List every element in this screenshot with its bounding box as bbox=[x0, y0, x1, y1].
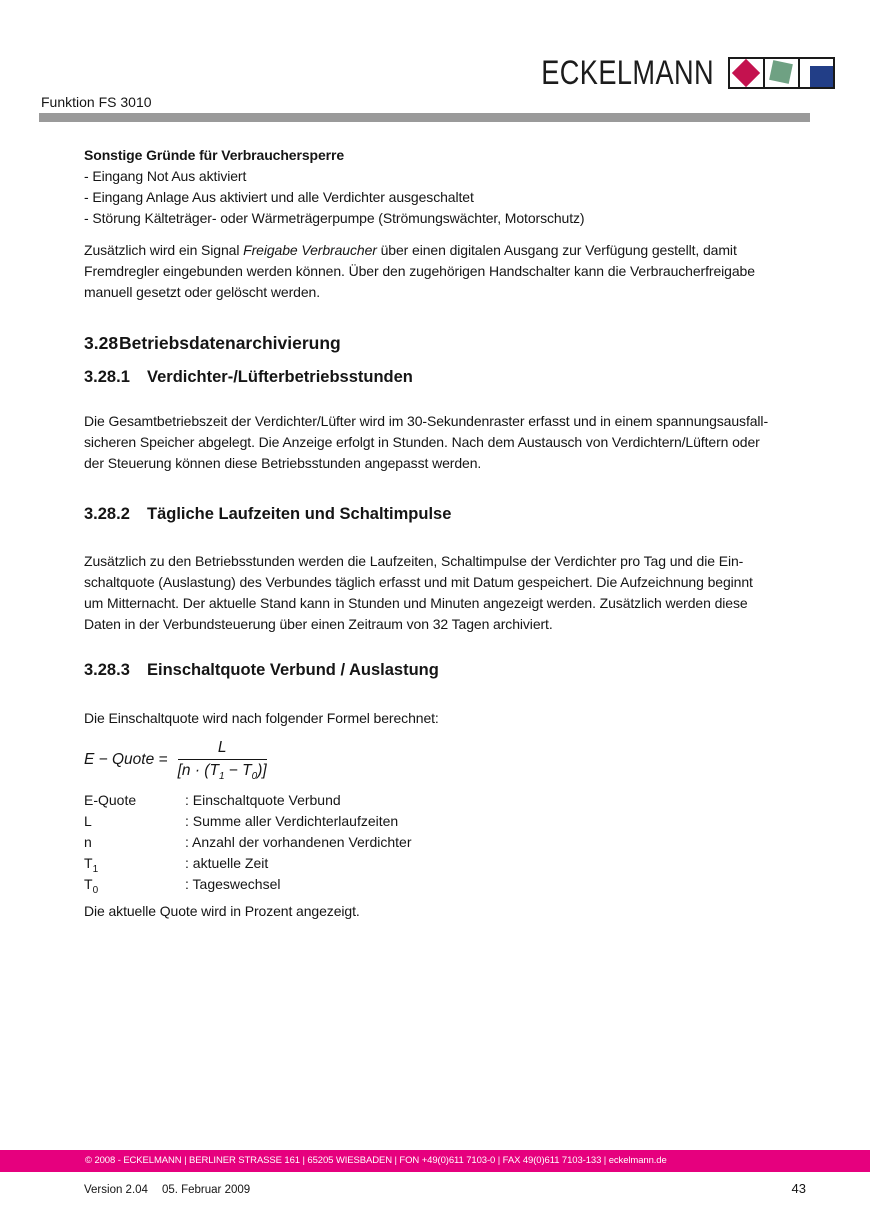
formula-intro bbox=[84, 708, 439, 729]
text-line: Die Gesamtbetriebszeit der Verdichter/Lüfter wird im 30-Sekundenraster erfasst und in einem spannungsausfall- bbox=[84, 413, 769, 429]
definition-term: L bbox=[84, 813, 92, 829]
definition-desc: : Anzahl der vorhandenen Verdichter bbox=[185, 834, 412, 850]
section-heading-3-28 bbox=[84, 333, 341, 354]
header-rule bbox=[39, 113, 810, 122]
logo-box-2 bbox=[763, 57, 800, 89]
eckelmann-logo-text: ECKELMANN bbox=[541, 54, 714, 92]
outro-paragraph bbox=[84, 901, 360, 922]
definition-row bbox=[84, 853, 412, 874]
formula-fraction bbox=[177, 739, 267, 783]
definition-desc: : aktuelle Zeit bbox=[185, 855, 269, 871]
definition-term bbox=[84, 853, 185, 874]
list-item: - Eingang Not Aus aktiviert bbox=[84, 168, 247, 184]
text-line: Zusätzlich zu den Betriebsstunden werden die Laufzeiten, Schaltimpulse der Verdichter pro Tag und die Ein- bbox=[84, 553, 744, 569]
section-number: 3.28.2 bbox=[84, 505, 130, 523]
magenta-diamond-icon bbox=[732, 59, 760, 87]
list-item: - Eingang Anlage Aus aktiviert und alle Verdichter ausgeschaltet bbox=[84, 189, 474, 205]
list-item: - Störung Kälteträger- oder Wärmeträgerpumpe (Strömungswächter, Motorschutz) bbox=[84, 210, 585, 226]
definition-row bbox=[84, 832, 412, 853]
term-base: T bbox=[84, 855, 93, 871]
text-line: um Mitternacht. Der aktuelle Stand kann in Stunden und Minuten angezeigt werden. Zusätzlich werden diese bbox=[84, 595, 748, 611]
page-number: 43 bbox=[791, 1181, 806, 1196]
text-line: manuell gesetzt oder gelöscht werden. bbox=[84, 284, 320, 300]
green-square-icon bbox=[769, 60, 793, 84]
footer-bar: © 2008 - ECKELMANN | BERLINER STRASSE 161 | 65205 WIESBADEN | FON +49(0)611 7103-0 | FAX 49(0)611 7103-133 | eckelmann.de bbox=[0, 1150, 870, 1172]
section-number: 3.28.3 bbox=[84, 661, 130, 679]
definition-list bbox=[84, 790, 412, 895]
text-line: sicheren Speicher abgelegt. Die Anzeige erfolgt in Stunden. Nach dem Austausch von Verdichtern/Lüftern oder bbox=[84, 434, 760, 450]
doc-title: Funktion FS 3010 bbox=[41, 94, 152, 110]
logo-box-3 bbox=[798, 57, 835, 89]
section-title: Verdichter-/Lüfterbetriebsstunden bbox=[147, 368, 413, 386]
text-line: Die Einschaltquote wird nach folgender Formel berechnet: bbox=[84, 710, 439, 726]
den-segment: )] bbox=[257, 762, 267, 779]
text-line: Fremdregler eingebunden werden können. Über den zugehörigen Handschalter kann die Verbraucherfreigabe bbox=[84, 263, 755, 279]
version-label: Version 2.04 bbox=[84, 1184, 148, 1196]
version-date: 05. Februar 2009 bbox=[161, 1184, 251, 1196]
text-line bbox=[84, 240, 755, 261]
text-line: Daten in der Verbundsteuerung über einen Zeitraum von 32 Tagen archiviert. bbox=[84, 616, 553, 632]
section-heading-3-28-1 bbox=[84, 368, 413, 387]
section-heading-3-28-2 bbox=[84, 505, 451, 524]
formula-numerator: L bbox=[217, 739, 227, 756]
section-title: Betriebsdatenarchivierung bbox=[119, 333, 341, 353]
eckelmann-logo-squares bbox=[728, 57, 835, 89]
section-title: Einschaltquote Verbund / Auslastung bbox=[147, 661, 439, 679]
formula-denominator bbox=[177, 759, 267, 783]
paragraph-3-28-1 bbox=[84, 411, 768, 474]
subscript-0: 0 bbox=[251, 771, 258, 783]
definition-desc: : Tageswechsel bbox=[185, 876, 281, 892]
text-line: schaltquote (Auslastung) des Verbundes täglich erfasst und mit Datum gespeichert. Die Aufzeichnung beginnt bbox=[84, 574, 753, 590]
verbrauchersperre-block bbox=[84, 145, 585, 229]
den-segment: [n · (T bbox=[177, 762, 219, 779]
text-line: Die aktuelle Quote wird in Prozent angezeigt. bbox=[84, 903, 360, 919]
section-number: 3.28.1 bbox=[84, 368, 130, 386]
subscript-1: 1 bbox=[218, 771, 225, 783]
den-segment: − T bbox=[224, 762, 252, 779]
definition-row bbox=[84, 874, 412, 895]
signal-paragraph bbox=[84, 240, 755, 303]
term-base: T bbox=[84, 876, 93, 892]
text-segment: über einen digitalen Ausgang zur Verfügung gestellt, damit bbox=[376, 242, 737, 258]
section-number: 3.28 bbox=[84, 333, 119, 353]
subscript-1: 1 bbox=[92, 863, 99, 875]
definition-row bbox=[84, 811, 412, 832]
text-line: der Steuerung können diese Betriebsstunden angepasst werden. bbox=[84, 455, 482, 471]
definition-term bbox=[84, 874, 185, 895]
definition-term: n bbox=[84, 834, 92, 850]
italic-segment: Freigabe Verbraucher bbox=[243, 242, 377, 258]
definition-desc: : Einschaltquote Verbund bbox=[185, 792, 341, 808]
subscript-0: 0 bbox=[92, 884, 99, 896]
section-title: Tägliche Laufzeiten und Schaltimpulse bbox=[147, 505, 452, 523]
version-line bbox=[84, 1184, 250, 1196]
section-heading-3-28-3 bbox=[84, 661, 439, 680]
block-heading: Sonstige Gründe für Verbrauchersperre bbox=[84, 147, 345, 163]
text-segment: Zusätzlich wird ein Signal bbox=[84, 242, 244, 258]
definition-term: E-Quote bbox=[84, 792, 137, 808]
formula-einschaltquote bbox=[84, 739, 267, 783]
formula-lhs: E − Quote = bbox=[84, 750, 168, 768]
logo-box-1 bbox=[728, 57, 765, 89]
paragraph-3-28-2 bbox=[84, 551, 753, 635]
blue-square-icon bbox=[810, 66, 833, 87]
definition-row bbox=[84, 790, 412, 811]
definition-desc: : Summe aller Verdichterlaufzeiten bbox=[185, 813, 399, 829]
